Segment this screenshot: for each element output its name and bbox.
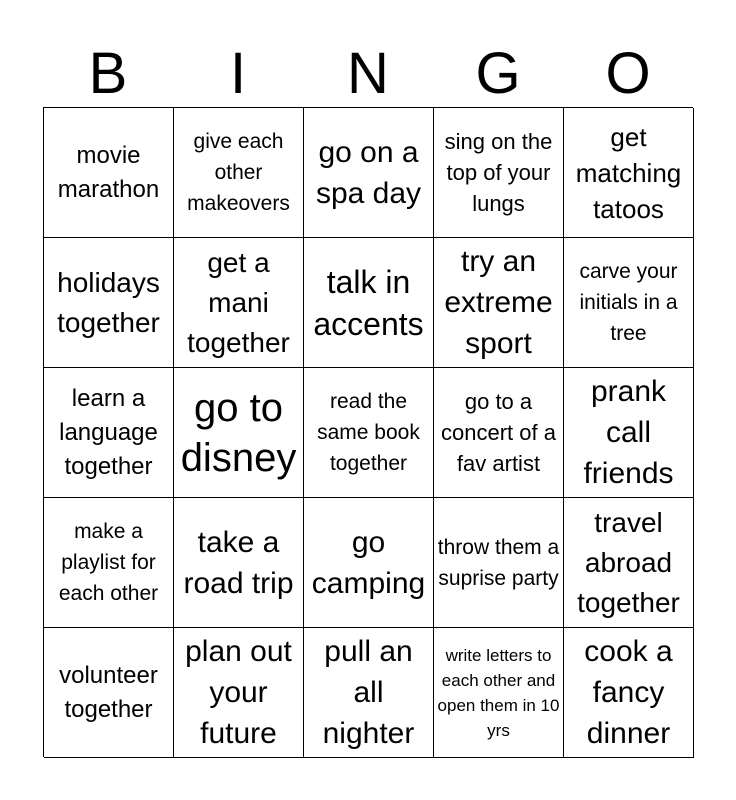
cell-text: get matching tatoos <box>575 121 682 224</box>
bingo-cell[interactable] <box>434 108 564 238</box>
bingo-cell[interactable] <box>434 628 564 758</box>
header-letter-o: O <box>605 41 651 106</box>
cell-text: volunteer together <box>59 661 158 723</box>
cell-text: give each other makeovers <box>187 130 290 215</box>
cell-text: try an extreme sport <box>444 245 553 360</box>
bingo-cell[interactable] <box>304 498 434 628</box>
bingo-header <box>43 40 693 108</box>
bingo-cell[interactable] <box>44 368 174 498</box>
bingo-cell[interactable] <box>564 238 694 368</box>
cell-text: learn a language together <box>59 384 158 480</box>
bingo-cell[interactable] <box>44 628 174 758</box>
bingo-cell[interactable] <box>564 108 694 238</box>
bingo-cell[interactable] <box>304 238 434 368</box>
cell-text: movie marathon <box>57 141 160 203</box>
header-letter-g: G <box>475 41 521 106</box>
header-letter-i: I <box>229 41 247 106</box>
cell-text: carve your initials in a tree <box>579 260 678 345</box>
cell-text: cook a fancy dinner <box>584 635 673 750</box>
bingo-cell[interactable] <box>44 108 174 238</box>
cell-text: pull an all nighter <box>322 635 415 750</box>
bingo-cell[interactable] <box>304 108 434 238</box>
cell-text: go to disney <box>180 385 297 480</box>
bingo-cell[interactable] <box>434 368 564 498</box>
cell-text: prank call friends <box>583 375 674 490</box>
cell-text: make a playlist for each other <box>58 520 159 605</box>
bingo-cell[interactable] <box>174 238 304 368</box>
cell-text: write letters to each other and open them in 10 yrs <box>437 645 560 740</box>
cell-text: throw them a suprise party <box>437 535 560 590</box>
bingo-cell[interactable] <box>304 368 434 498</box>
cell-text: plan out your future <box>185 635 292 750</box>
bingo-cell[interactable] <box>434 238 564 368</box>
cell-text: go camping <box>311 525 426 600</box>
cell-text: go on a spa day <box>315 135 422 210</box>
bingo-cell[interactable] <box>174 368 304 498</box>
cell-text: get a mani together <box>187 246 290 358</box>
bingo-cell[interactable] <box>174 108 304 238</box>
bingo-board <box>43 107 693 757</box>
bingo-cell[interactable] <box>44 238 174 368</box>
cell-text: go to a concert of a fav artist <box>441 389 556 476</box>
bingo-cell[interactable] <box>174 628 304 758</box>
bingo-cell[interactable] <box>564 628 694 758</box>
bingo-cell[interactable] <box>174 498 304 628</box>
bingo-cell[interactable] <box>304 628 434 758</box>
cell-text: travel abroad together <box>577 506 680 618</box>
bingo-cell[interactable] <box>564 368 694 498</box>
cell-text: talk in accents <box>313 263 424 342</box>
cell-text: holidays together <box>57 266 160 338</box>
cell-text: take a road trip <box>183 525 294 600</box>
bingo-cell[interactable] <box>434 498 564 628</box>
cell-text: read the same book together <box>317 390 420 475</box>
bingo-cell[interactable] <box>564 498 694 628</box>
cell-text: sing on the top of your lungs <box>444 129 553 216</box>
bingo-cell[interactable] <box>44 498 174 628</box>
header-letter-n: N <box>347 41 389 106</box>
header-letter-b: B <box>88 41 128 106</box>
